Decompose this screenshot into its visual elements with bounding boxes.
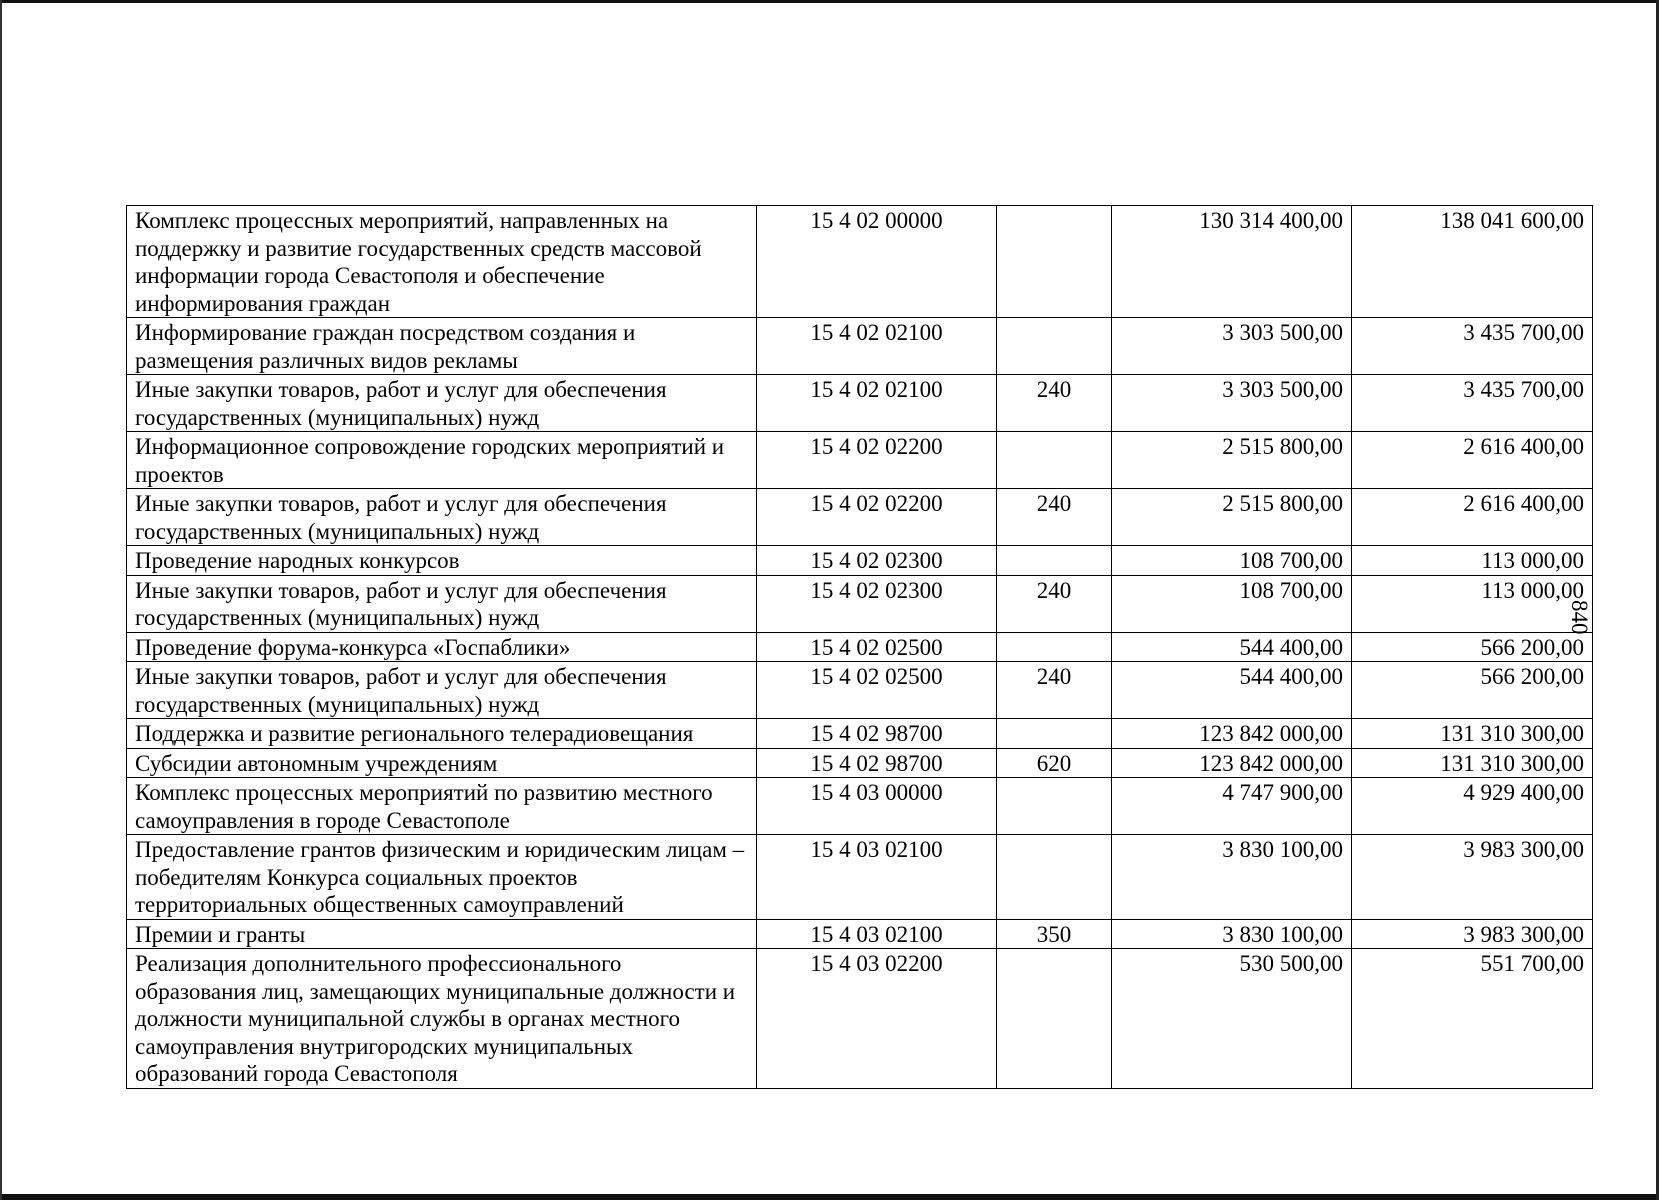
amount-year-1-cell: 108 700,00 [1112,575,1352,632]
row-name-cell: Информирование граждан посредством создания и размещения различных видов рекламы [127,318,757,375]
row-name-cell: Субсидии автономным учреждениям [127,748,757,778]
target-article-code-cell: 15 4 02 02100 [757,375,997,432]
table-row [127,206,1593,318]
target-article-code-cell: 15 4 02 02500 [757,632,997,662]
row-name-cell: Иные закупки товаров, работ и услуг для обеспечения государственных (муниципальных) нужд [127,375,757,432]
amount-year-1-cell: 123 842 000,00 [1112,748,1352,778]
scan-border-bottom [0,1194,1659,1200]
row-name-cell: Поддержка и развитие регионального телерадиовещания [127,719,757,749]
row-name-cell: Информационное сопровождение городских мероприятий и проектов [127,432,757,489]
expense-type-code-cell [997,546,1112,576]
page-number: 840 [1567,600,1592,635]
target-article-code-cell: 15 4 02 02500 [757,662,997,719]
scan-border-top [0,0,1659,3]
table-row [127,835,1593,920]
amount-year-1-cell: 123 842 000,00 [1112,719,1352,749]
target-article-code-cell: 15 4 02 02200 [757,432,997,489]
amount-year-2-cell: 3 435 700,00 [1352,375,1593,432]
table-row [127,662,1593,719]
target-article-code-cell: 15 4 02 02200 [757,489,997,546]
target-article-code-cell: 15 4 03 02200 [757,949,997,1089]
row-name-cell: Проведение народных конкурсов [127,546,757,576]
amount-year-1-cell: 3 830 100,00 [1112,835,1352,920]
amount-year-2-cell: 566 200,00 [1352,662,1593,719]
budget-table [126,205,1593,1089]
table-row [127,778,1593,835]
amount-year-2-cell: 3 983 300,00 [1352,835,1593,920]
table-row [127,748,1593,778]
expense-type-code-cell [997,318,1112,375]
amount-year-1-cell: 530 500,00 [1112,949,1352,1089]
amount-year-2-cell: 3 435 700,00 [1352,318,1593,375]
target-article-code-cell: 15 4 03 02100 [757,835,997,920]
amount-year-1-cell: 130 314 400,00 [1112,206,1352,318]
amount-year-1-cell: 544 400,00 [1112,632,1352,662]
amount-year-1-cell: 544 400,00 [1112,662,1352,719]
row-name-cell: Иные закупки товаров, работ и услуг для обеспечения государственных (муниципальных) нужд [127,489,757,546]
amount-year-2-cell: 3 983 300,00 [1352,919,1593,949]
target-article-code-cell: 15 4 02 98700 [757,719,997,749]
amount-year-1-cell: 2 515 800,00 [1112,432,1352,489]
expense-type-code-cell [997,719,1112,749]
row-name-cell: Иные закупки товаров, работ и услуг для обеспечения государственных (муниципальных) нужд [127,575,757,632]
amount-year-2-cell: 113 000,00 [1352,575,1593,632]
amount-year-2-cell: 4 929 400,00 [1352,778,1593,835]
amount-year-2-cell: 131 310 300,00 [1352,719,1593,749]
expense-type-code-cell [997,835,1112,920]
expense-type-code-cell: 240 [997,375,1112,432]
budget-table-body [127,206,1593,1089]
scan-border-left [0,0,2,1200]
expense-type-code-cell: 240 [997,575,1112,632]
expense-type-code-cell: 350 [997,919,1112,949]
table-row [127,432,1593,489]
expense-type-code-cell: 240 [997,489,1112,546]
amount-year-2-cell: 566 200,00 [1352,632,1593,662]
table-row [127,919,1593,949]
target-article-code-cell: 15 4 02 00000 [757,206,997,318]
target-article-code-cell: 15 4 02 98700 [757,748,997,778]
expense-type-code-cell [997,778,1112,835]
amount-year-1-cell: 3 303 500,00 [1112,318,1352,375]
target-article-code-cell: 15 4 03 02100 [757,919,997,949]
amount-year-1-cell: 2 515 800,00 [1112,489,1352,546]
table-row [127,949,1593,1089]
row-name-cell: Комплекс процессных мероприятий по развитию местного самоуправления в городе Севастополе [127,778,757,835]
amount-year-1-cell: 3 303 500,00 [1112,375,1352,432]
target-article-code-cell: 15 4 03 00000 [757,778,997,835]
row-name-cell: Иные закупки товаров, работ и услуг для обеспечения государственных (муниципальных) нужд [127,662,757,719]
expense-type-code-cell: 620 [997,748,1112,778]
expense-type-code-cell [997,949,1112,1089]
row-name-cell: Проведение форума-конкурса «Госпаблики» [127,632,757,662]
expense-type-code-cell [997,432,1112,489]
table-row [127,546,1593,576]
expense-type-code-cell [997,632,1112,662]
table-row [127,719,1593,749]
target-article-code-cell: 15 4 02 02100 [757,318,997,375]
amount-year-2-cell: 551 700,00 [1352,949,1593,1089]
row-name-cell: Реализация дополнительного профессионального образования лиц, замещающих муниципальные должности и должности муниципальной службы в органах местного самоуправления внутригородских муниципальных образований города Севастополя [127,949,757,1089]
amount-year-1-cell: 3 830 100,00 [1112,919,1352,949]
row-name-cell: Премии и гранты [127,919,757,949]
amount-year-2-cell: 113 000,00 [1352,546,1593,576]
amount-year-2-cell: 2 616 400,00 [1352,489,1593,546]
expense-type-code-cell [997,206,1112,318]
amount-year-1-cell: 4 747 900,00 [1112,778,1352,835]
target-article-code-cell: 15 4 02 02300 [757,575,997,632]
target-article-code-cell: 15 4 02 02300 [757,546,997,576]
amount-year-2-cell: 138 041 600,00 [1352,206,1593,318]
amount-year-1-cell: 108 700,00 [1112,546,1352,576]
row-name-cell: Предоставление грантов физическим и юридическим лицам – победителям Конкурса социальных проектов территориальных общественных самоуправлений [127,835,757,920]
amount-year-2-cell: 131 310 300,00 [1352,748,1593,778]
amount-year-2-cell: 2 616 400,00 [1352,432,1593,489]
row-name-cell: Комплекс процессных мероприятий, направленных на поддержку и развитие государственных средств массовой информации города Севастополя и обеспечение информирования граждан [127,206,757,318]
table-row [127,632,1593,662]
table-row [127,489,1593,546]
table-row [127,375,1593,432]
table-row [127,575,1593,632]
expense-type-code-cell: 240 [997,662,1112,719]
table-row [127,318,1593,375]
